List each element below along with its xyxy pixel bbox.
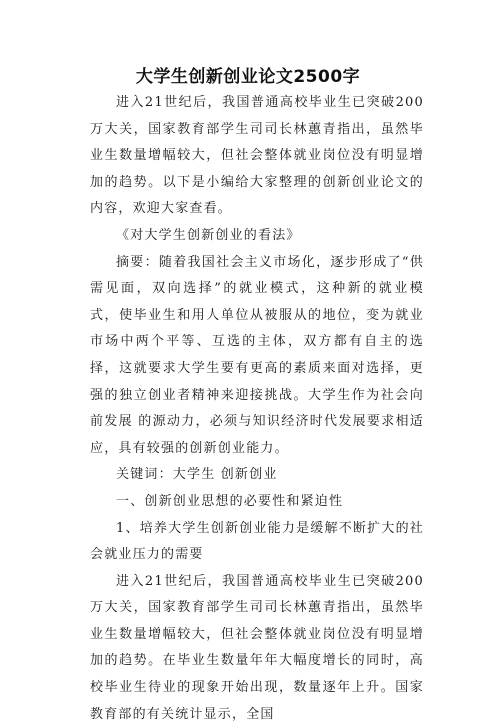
intro-paragraph: 进入21世纪后，我国普通高校毕业生已突破200万大关，国家教育部学生司司长林蕙青指出，虽然毕业生数量增幅较大，但社会整体就业岗位没有明显增加的趋势。以下是小编给大家整理的创新创业论文的内容，欢迎大家查看。	[90, 95, 424, 217]
document-title: 大学生创新创业论文2500字	[135, 67, 361, 87]
document-body	[90, 90, 424, 728]
subsection-heading: 1、培养大学生创新创业能力是缓解不断扩大的社会就业压力的需要	[90, 520, 424, 563]
abstract-paragraph: 摘要：随着我国社会主义市场化，逐步形成了“供需见面，双向选择”的就业模式，这种新的就业模式，使毕业生和用人单位从被服从的地位，变为就业市场中两个平等、互选的主体，双方都有自主的选择，这就要求大学生要有更高的素质来面对选择，更强的独立创业者精神来迎接挑战。大学生作为社会向前发展 的源动力，必须与知识经济时代发展要求相适应，具有较强的创新创业能力。	[90, 254, 424, 456]
body-paragraph: 进入21世纪后，我国普通高校毕业生已突破200万大关，国家教育部学生司司长林蕙青指出，虽然毕业生数量增幅较大，但社会整体就业岗位没有明显增加的趋势。在毕业生数量年年大幅度增长的同时，高校毕业生待业的现象开始出现，数量逐年上升。国家教育部的有关统计显示，全国	[90, 573, 424, 722]
section-heading: 一、创新创业思想的必要性和紧迫性	[116, 493, 344, 509]
keywords-line: 关键词：大学生 创新创业	[116, 467, 278, 483]
article-title-heading: 《对大学生创新创业的看法》	[116, 227, 301, 243]
